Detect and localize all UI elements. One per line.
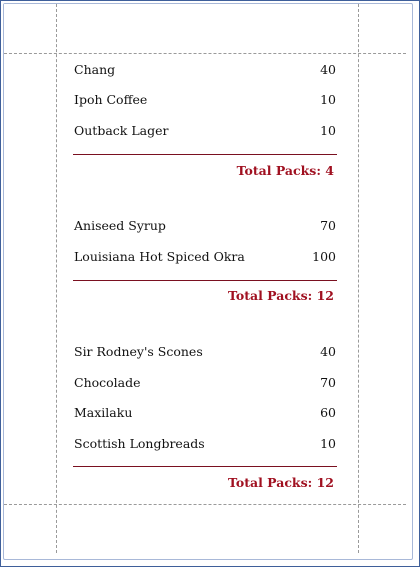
top-margin-guide xyxy=(4,53,406,54)
product-quantity: 70 xyxy=(320,218,336,233)
product-row xyxy=(74,61,336,79)
product-name: Outback Lager xyxy=(74,123,169,138)
product-name: Ipoh Coffee xyxy=(74,92,148,107)
product-quantity: 100 xyxy=(312,249,336,264)
group-separator xyxy=(73,466,337,467)
product-quantity: 10 xyxy=(320,123,336,138)
group-total: Total Packs: 12 xyxy=(227,475,334,490)
product-name: Aniseed Syrup xyxy=(74,218,166,233)
right-margin-guide xyxy=(358,4,359,553)
product-row xyxy=(74,217,336,235)
group-total: Total Packs: 12 xyxy=(227,288,334,303)
group-total: Total Packs: 4 xyxy=(236,163,334,178)
product-name: Chang xyxy=(74,62,116,77)
product-name: Louisiana Hot Spiced Okra xyxy=(74,249,245,264)
product-quantity: 60 xyxy=(320,405,336,420)
product-quantity: 40 xyxy=(320,344,336,359)
product-row xyxy=(74,248,336,266)
product-row xyxy=(74,343,336,361)
product-quantity: 10 xyxy=(320,92,336,107)
product-row xyxy=(74,435,336,453)
bottom-margin-guide xyxy=(4,504,406,505)
product-quantity: 70 xyxy=(320,375,336,390)
product-row xyxy=(74,91,336,109)
product-name: Chocolade xyxy=(74,375,141,390)
product-name: Maxilaku xyxy=(74,405,133,420)
product-row xyxy=(74,374,336,392)
product-name: Scottish Longbreads xyxy=(74,436,205,451)
product-quantity: 40 xyxy=(320,62,336,77)
product-name: Sir Rodney's Scones xyxy=(74,344,203,359)
left-margin-guide xyxy=(56,4,57,553)
product-row xyxy=(74,122,336,140)
product-quantity: 10 xyxy=(320,436,336,451)
product-row xyxy=(74,404,336,422)
group-separator xyxy=(73,280,337,281)
group-separator xyxy=(73,154,337,155)
